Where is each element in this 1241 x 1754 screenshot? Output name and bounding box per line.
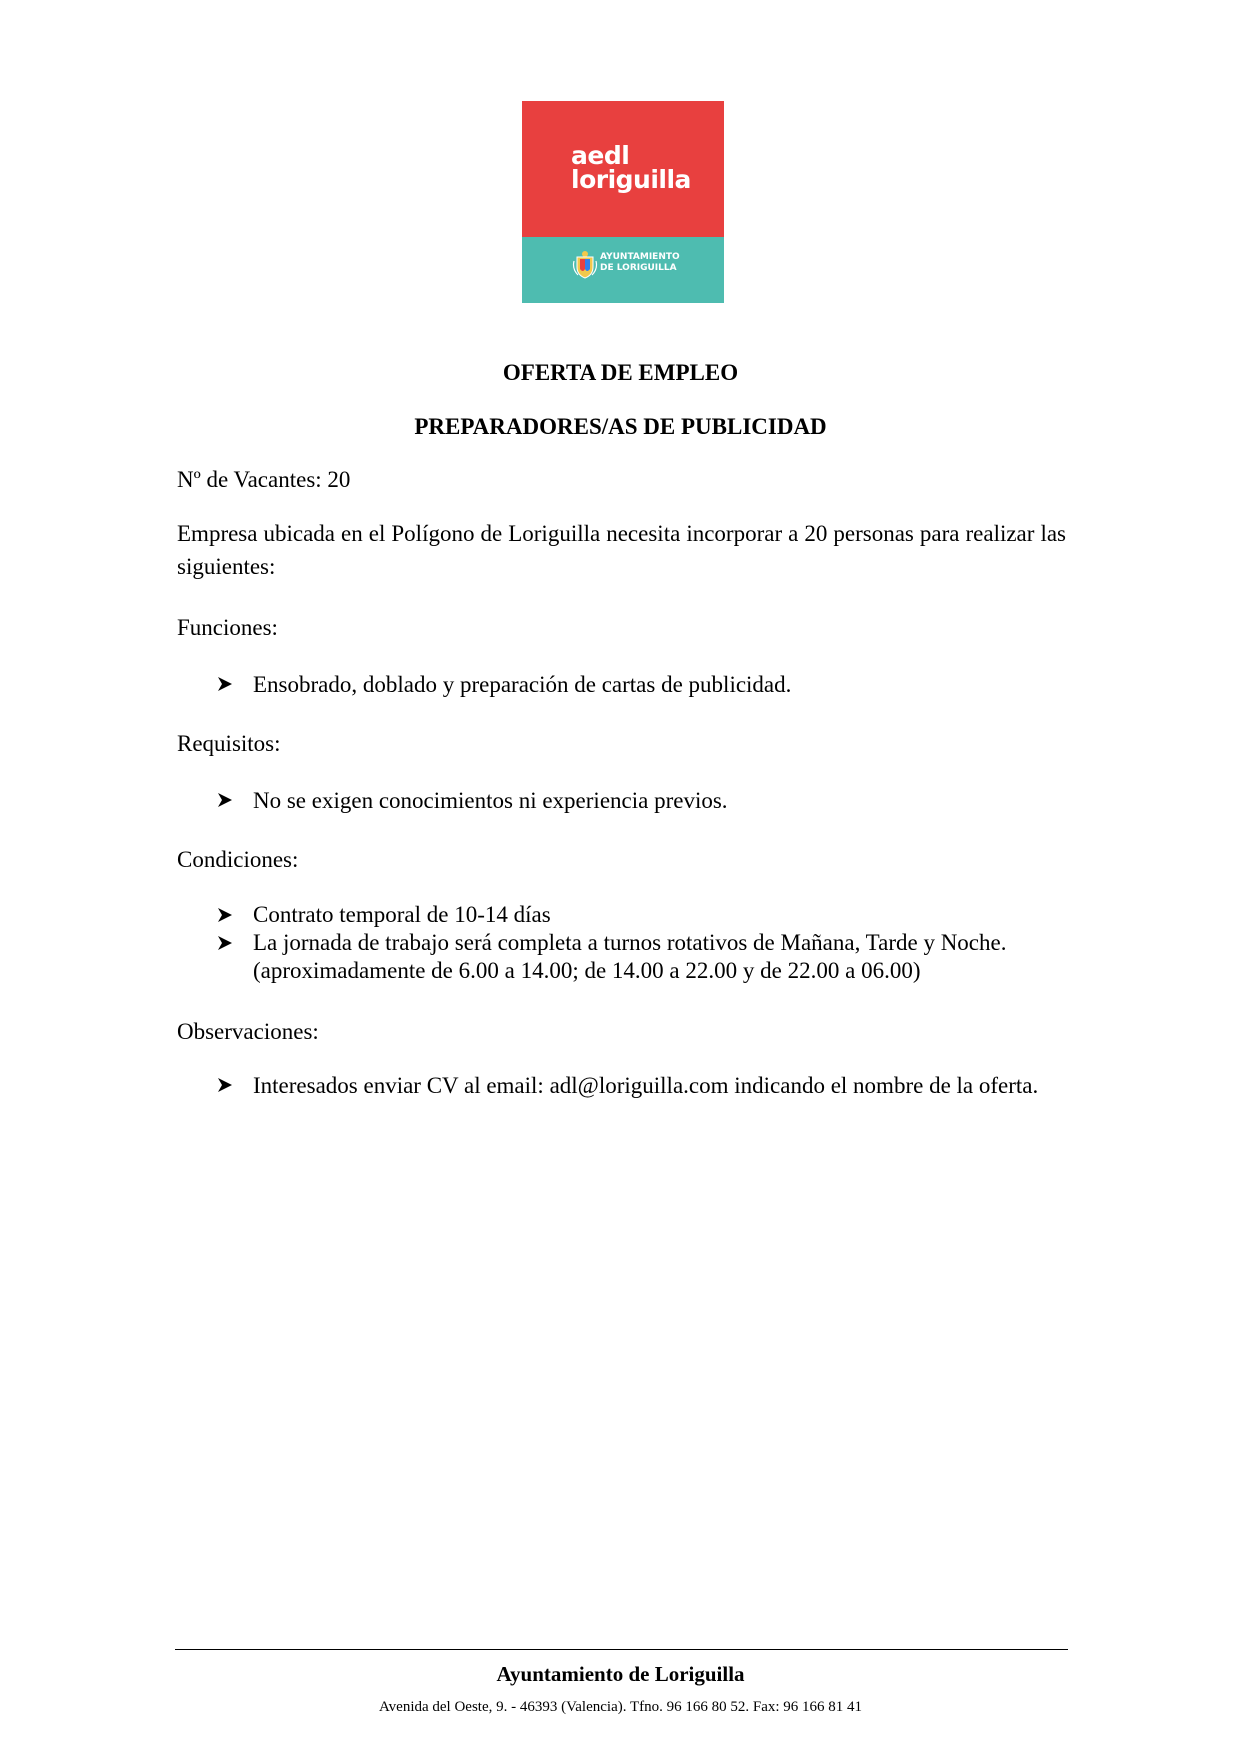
section-label-observaciones: Observaciones:: [177, 1019, 319, 1044]
vacancies-count: Nº de Vacantes: 20: [177, 467, 351, 492]
funciones-list: [177, 669, 1077, 701]
arrow-bullet-icon: [217, 935, 233, 951]
list-item-text: Interesados enviar CV al email: adl@loriguilla.com indicando el nombre de la oferta.: [253, 1073, 1039, 1098]
list-item-text: No se exigen conocimientos ni experiencia previos.: [253, 788, 728, 813]
arrow-bullet-icon: [217, 676, 233, 692]
aedl-logo: [522, 101, 724, 303]
logo-text-loriguilla: loriguilla: [571, 165, 691, 194]
section-label-condiciones: Condiciones:: [177, 847, 299, 872]
coat-of-arms-icon: [572, 249, 598, 279]
footer-address: Avenida del Oeste, 9. - 46393 (Valencia). Tfno. 96 166 80 52. Fax: 96 166 81 41: [378, 1699, 863, 1715]
condiciones-list: [177, 901, 1067, 985]
logo-ayto-line2: DE LORIGUILLA: [600, 263, 677, 273]
list-item: [177, 901, 1067, 929]
section-label-funciones: Funciones:: [177, 615, 278, 640]
footer-title: Ayuntamiento de Loriguilla: [496, 1662, 745, 1686]
list-item: [177, 669, 1077, 701]
footer-divider: [175, 1649, 1068, 1650]
list-item-text: La jornada de trabajo será completa a turnos rotativos de Mañana, Tarde y Noche. (aproximadamente de 6.00 a 14.00; de 14.00 a 22.00 y de 22.00 a 06.00): [253, 930, 1007, 983]
list-item: [177, 1069, 1047, 1102]
list-item: [177, 929, 1067, 985]
list-item: [177, 785, 1077, 817]
observaciones-list: [177, 1069, 1047, 1102]
page-title: OFERTA DE EMPLEO: [502, 360, 739, 385]
arrow-bullet-icon: [217, 907, 233, 923]
requisitos-list: [177, 785, 1077, 817]
logo-text-aedl: aedl: [571, 141, 630, 170]
arrow-bullet-icon: [217, 792, 233, 808]
logo-ayuntamiento-text: [600, 252, 680, 274]
intro-paragraph: Empresa ubicada en el Polígono de Loriguilla necesita incorporar a 20 personas para realizar las siguientes:: [177, 521, 1066, 579]
list-item-text: Contrato temporal de 10-14 días: [253, 902, 551, 927]
arrow-bullet-icon: [217, 1077, 233, 1093]
section-label-requisitos: Requisitos:: [177, 731, 281, 756]
job-title: PREPARADORES/AS DE PUBLICIDAD: [414, 414, 827, 439]
list-item-text: Ensobrado, doblado y preparación de cartas de publicidad.: [253, 672, 792, 697]
logo-ayto-line1: AYUNTAMIENTO: [600, 252, 680, 262]
